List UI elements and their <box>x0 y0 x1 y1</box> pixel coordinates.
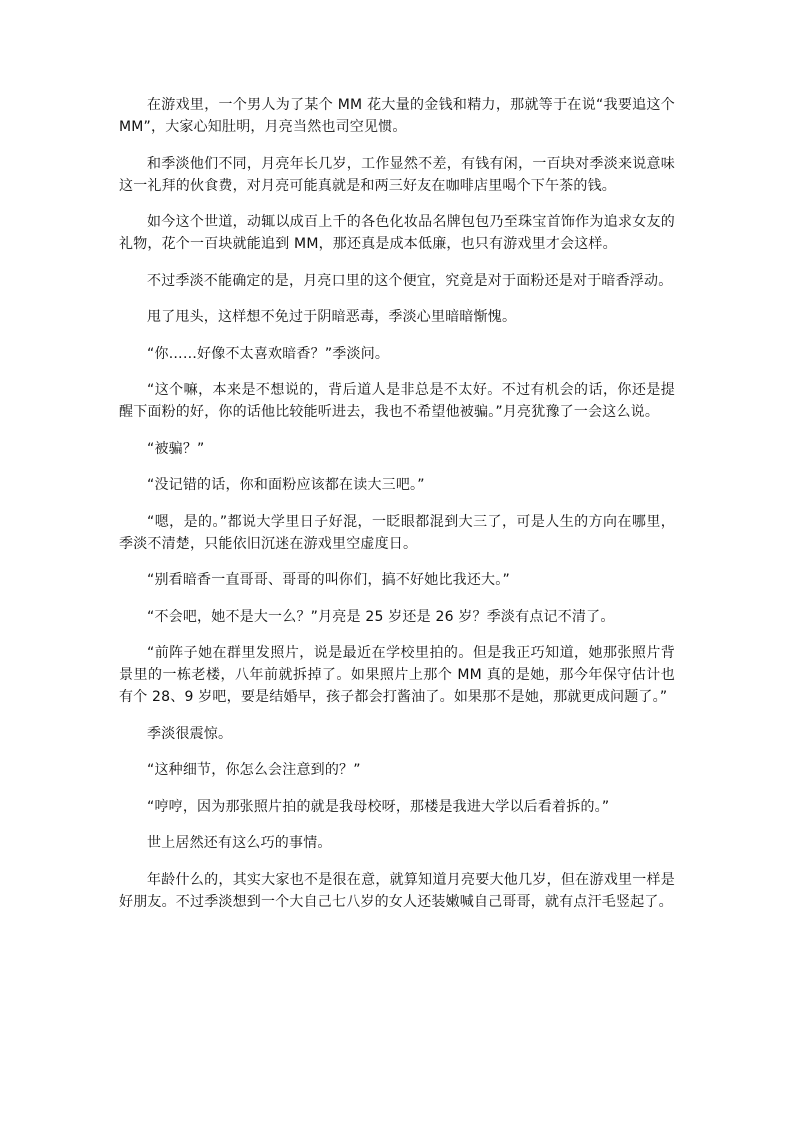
paragraph: 世上居然还有这么巧的事情。 <box>147 835 332 851</box>
paragraph: “没记错的话，你和面粉应该都在读大三吧。” <box>147 477 425 493</box>
paragraph: “你……好像不太喜欢暗香？”季淡问。 <box>147 345 390 362</box>
paragraph: “这种细节，你怎么会注意到的？” <box>147 762 361 778</box>
paragraph: 不过季淡不能确定的是，月亮口里的这个便宜，究竟是对于面粉还是对于暗香浮动。 <box>147 272 673 289</box>
paragraph: “别看暗香一直哥哥、哥哥的叫你们，搞不好她比我还大。” <box>147 572 510 588</box>
paragraph: “前阵子她在群里发照片，说是最近在学校里拍的。但是我正巧知道，她那张照片背景里的一栋老楼，八年前就拆掉了。如果照片上那个 MM 真的是她，那今年保守估计也有个 28、9 岁吧，要是结婚早，孩子都会打酱油了。如果那不是她，那就更成问题了。” <box>119 645 675 705</box>
paragraph: 和季淡他们不同，月亮年长几岁，工作显然不差，有钱有闲，一百块对季淡来说意味这一礼拜的伙食费，对月亮可能真就是和两三好友在咖啡店里喝个下午茶的钱。 <box>119 155 675 194</box>
paragraph: “被骗？” <box>147 440 205 457</box>
document-body <box>119 94 675 927</box>
paragraph: “嗯，是的。”都说大学里日子好混，一眨眼都混到大三了，可是人生的方向在哪里，季淡不清楚，只能依旧沉迷在游戏里空虚度日。 <box>119 513 675 552</box>
paragraph: 如今这个世道，动辄以成百上千的各色化妆品名牌包包乃至珠宝首饰作为追求女友的礼物，花个一百块就能追到 MM，那还真是成本低廉，也只有游戏里才会这样。 <box>119 214 675 252</box>
paragraph: 在游戏里，一个男人为了某个 MM 花大量的金钱和精力，那就等于在说“我要追这个 MM”，大家心知肚明，月亮当然也司空见惯。 <box>119 97 675 135</box>
paragraph: “这个嘛，本来是不想说的，背后道人是非总是不太好。不过有机会的话，你还是提醒下面粉的好，你的话他比较能听进去，我也不希望他被骗。”月亮犹豫了一会这么说。 <box>119 382 675 420</box>
paragraph: 季淡很震惊。 <box>147 725 233 742</box>
paragraph: 甩了甩头，这样想不免过于阴暗恶毒，季淡心里暗暗惭愧。 <box>147 309 517 325</box>
paragraph: “不会吧，她不是大一么？”月亮是 25 岁还是 26 岁？季淡有点记不清了。 <box>147 608 615 625</box>
paragraph: 年龄什么的，其实大家也不是很在意，就算知道月亮要大他几岁，但在游戏里一样是好朋友。不过季淡想到一个大自己七八岁的女人还装嫩喊自己哥哥，就有点汗毛竖起了。 <box>119 871 675 910</box>
paragraph: “哼哼，因为那张照片拍的就是我母校呀，那楼是我进大学以后看着拆的。” <box>147 798 610 815</box>
